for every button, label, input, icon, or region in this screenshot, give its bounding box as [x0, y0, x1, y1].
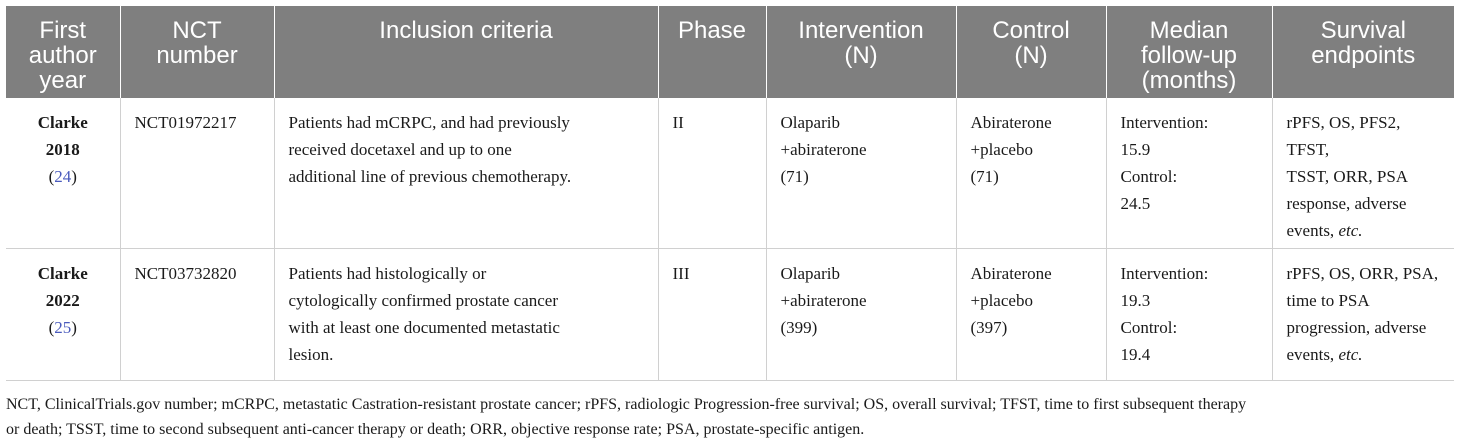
reference-link[interactable]: 25 — [54, 318, 72, 337]
footnote-line: or death; TSST, time to second subsequent anti-cancer therapy or death; ORR, objective response rate; PSA, prostate-specific antigen. — [6, 421, 865, 438]
header-author-year: First author year — [6, 6, 120, 98]
cell-follow-up: Intervention: 19.3 Control: 19.4 — [1106, 249, 1272, 381]
header-survival-endpoints: Survival endpoints — [1272, 6, 1454, 98]
header-inclusion-criteria: Inclusion criteria — [274, 6, 658, 98]
cell-phase: III — [658, 249, 766, 381]
cell-endpoints: rPFS, OS, PFS2, TFST, TSST, ORR, PSA response, adverse events, etc. — [1272, 98, 1454, 249]
cell-nct: NCT01972217 — [120, 98, 274, 249]
cell-intervention: Olaparib +abiraterone (71) — [766, 98, 956, 249]
header-median-follow-up: Median follow-up (months) — [1106, 6, 1272, 98]
author-year: 2022 — [45, 291, 80, 310]
header-row — [6, 6, 1454, 98]
author-year: 2018 — [45, 140, 80, 159]
reference-citation[interactable]: (24) — [48, 167, 77, 186]
header-phase: Phase — [658, 6, 766, 98]
cell-nct: NCT03732820 — [120, 249, 274, 381]
reference-citation[interactable]: (25) — [48, 318, 77, 337]
header-control: Control (N) — [956, 6, 1106, 98]
cell-endpoints: rPFS, OS, ORR, PSA, time to PSA progression, adverse events, etc. — [1272, 249, 1454, 381]
cell-control: Abiraterone +placebo (71) — [956, 98, 1106, 249]
cell-criteria: Patients had mCRPC, and had previously received docetaxel and up to one additional line of previous chemotherapy. — [274, 98, 658, 249]
table-figure — [6, 6, 1454, 442]
footnote-line: NCT, ClinicalTrials.gov number; mCRPC, metastatic Castration-resistant prostate cancer; rPFS, radiologic Progression-free survival; OS, overall survival; TFST, time to first subsequent therapy — [6, 396, 1247, 413]
cell-control: Abiraterone +placebo (397) — [956, 249, 1106, 381]
cell-author-year — [6, 249, 120, 381]
table-row — [6, 98, 1454, 249]
trials-table — [6, 6, 1454, 381]
cell-criteria: Patients had histologically or cytologically confirmed prostate cancer with at least one documented metastatic lesion. — [274, 249, 658, 381]
header-intervention: Intervention (N) — [766, 6, 956, 98]
author-name: Clarke — [37, 113, 88, 132]
cell-follow-up: Intervention: 15.9 Control: 24.5 — [1106, 98, 1272, 249]
header-nct-number: NCT number — [120, 6, 274, 98]
cell-intervention: Olaparib +abiraterone (399) — [766, 249, 956, 381]
cell-author-year — [6, 98, 120, 249]
table-row — [6, 249, 1454, 381]
table-footnote — [6, 392, 1454, 442]
cell-phase: II — [658, 98, 766, 249]
author-name: Clarke — [37, 264, 88, 283]
reference-link[interactable]: 24 — [54, 167, 72, 186]
